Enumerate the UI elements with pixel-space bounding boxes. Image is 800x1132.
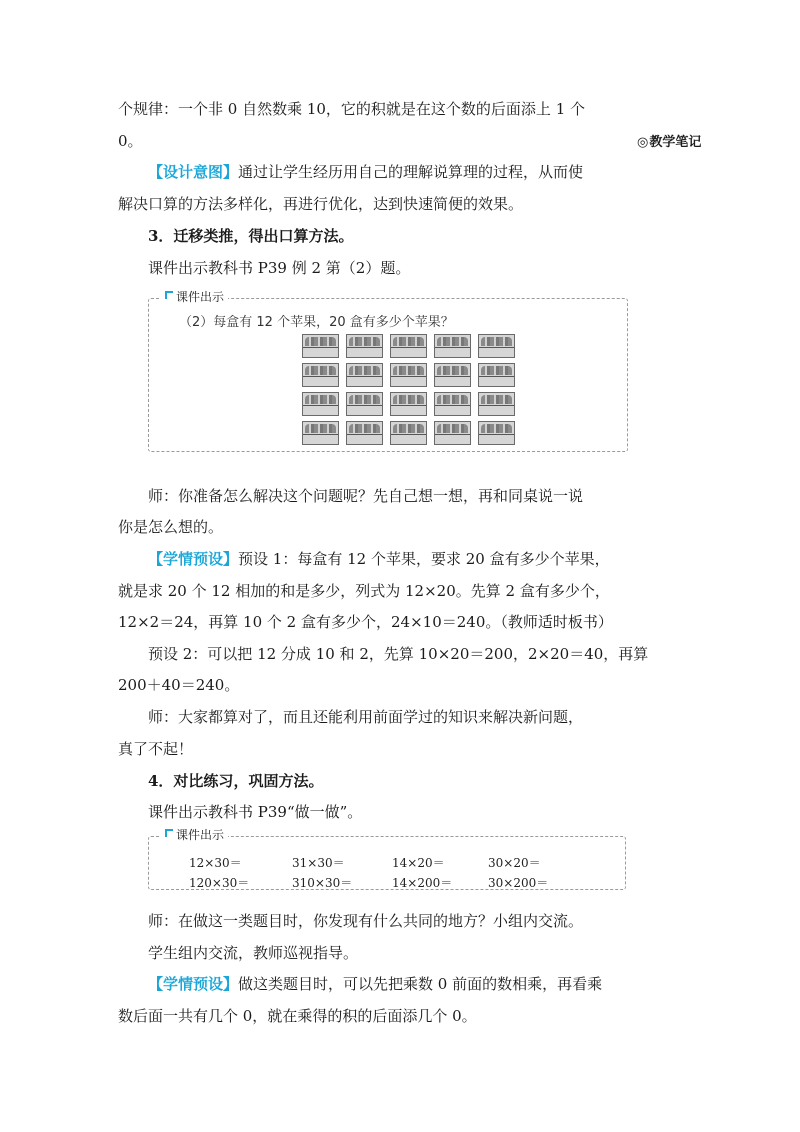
courseware-label: 课件出示 bbox=[161, 289, 228, 305]
apple-crate-icon bbox=[478, 421, 515, 445]
teacher-praise-line1: 师：大家都算对了，而且还能利用前面学过的知识来解决新问题， bbox=[148, 708, 584, 726]
apple-crate-icon bbox=[478, 392, 515, 416]
apple-crate-icon bbox=[390, 363, 427, 387]
teacher-question-line1: 师：你准备怎么解决这个问题呢？先自己想一想，再和同桌说一说 bbox=[148, 487, 584, 505]
section4-intro: 课件出示教科书 P39“做一做”。 bbox=[148, 803, 363, 821]
apple-crate-icon bbox=[390, 392, 427, 416]
courseware-box-practice bbox=[148, 828, 626, 890]
circle-mark-icon: ◎ bbox=[637, 135, 649, 150]
apple-problem-text: （2）每盒有 12 个苹果，20 盒有多少个苹果？ bbox=[179, 315, 454, 330]
courseware-label: 课件出示 bbox=[161, 827, 228, 843]
apple-crate-icon bbox=[434, 421, 471, 445]
section4-heading: 4．对比练习，巩固方法。 bbox=[148, 772, 324, 790]
calc-item: 310×30＝ bbox=[292, 876, 353, 890]
apple-crate-icon bbox=[346, 392, 383, 416]
student-discussion-line: 学生组内交流，教师巡视指导。 bbox=[148, 944, 359, 962]
design-intent-line1 bbox=[148, 162, 668, 182]
preset1-text: 预设 1：每盒有 12 个苹果，要求 20 盒有多少个苹果， bbox=[238, 550, 610, 568]
courseware-box-example bbox=[148, 290, 628, 452]
student-preset-tag: 【学情预设】 bbox=[148, 975, 239, 993]
apple-crate-icon bbox=[302, 363, 339, 387]
apple-crate-icon bbox=[434, 363, 471, 387]
apple-crate-icon bbox=[478, 334, 515, 358]
calc-item: 14×20＝ bbox=[392, 856, 445, 870]
apple-crate-icon bbox=[346, 363, 383, 387]
practice-calculations bbox=[189, 853, 588, 893]
teacher-observation-line: 师：在做这一类题目时，你发现有什么共同的地方？小组内交流。 bbox=[148, 912, 584, 930]
apple-crate-icon bbox=[346, 421, 383, 445]
corner-bracket-icon bbox=[165, 829, 173, 837]
teacher-question-line2: 你是怎么想的。 bbox=[118, 518, 224, 536]
section3-intro: 课件出示教科书 P39 例 2 第（2）题。 bbox=[148, 259, 411, 277]
apple-crate-icon bbox=[346, 334, 383, 358]
preset2-line1: 预设 2：可以把 12 分成 10 和 2，先算 10×20＝200，2×20＝40，再算 bbox=[148, 645, 649, 663]
calc-item: 12×30＝ bbox=[189, 856, 242, 870]
teaching-notes-label bbox=[637, 131, 701, 150]
teaching-notes-text: 教学笔记 bbox=[649, 135, 702, 150]
rule-paragraph-line2: 0。 bbox=[118, 132, 143, 150]
rule-paragraph-line1: 个规律：一个非 0 自然数乘 10，它的积就是在这个数的后面添上 1 个 bbox=[118, 100, 586, 118]
apple-crate-icon bbox=[434, 334, 471, 358]
preset3-line1 bbox=[148, 974, 668, 994]
apple-crate-icon bbox=[302, 334, 339, 358]
preset1-line2: 就是求 20 个 12 相加的和是多少，列式为 12×20。先算 2 盒有多少个， bbox=[118, 582, 610, 600]
preset2-line2: 200＋40＝240。 bbox=[118, 676, 240, 694]
calc-item: 30×200＝ bbox=[488, 876, 549, 890]
design-intent-line2: 解决口算的方法多样化，再进行优化，达到快速简便的效果。 bbox=[118, 195, 524, 213]
teacher-praise-line2: 真了不起！ bbox=[118, 740, 194, 758]
design-intent-text: 通过让学生经历用自己的理解说算理的过程，从而使 bbox=[238, 163, 584, 181]
apple-crate-icon bbox=[434, 392, 471, 416]
preset1-line1 bbox=[148, 549, 668, 569]
apple-crate-icon bbox=[390, 334, 427, 358]
preset1-line3: 12×2＝24，再算 10 个 2 盒有多少个，24×10＝240。（教师适时板书） bbox=[118, 613, 613, 631]
apple-crate-icon bbox=[302, 421, 339, 445]
calc-item: 30×20＝ bbox=[488, 856, 541, 870]
section3-heading: 3．迁移类推，得出口算方法。 bbox=[148, 227, 354, 245]
apple-crate-icon bbox=[302, 392, 339, 416]
preset3-line2: 数后面一共有几个 0，就在乘得的积的后面添几个 0。 bbox=[118, 1007, 477, 1025]
design-intent-tag: 【设计意图】 bbox=[148, 163, 239, 181]
calc-item: 14×200＝ bbox=[392, 876, 453, 890]
calc-item: 120×30＝ bbox=[189, 876, 250, 890]
apple-crates-illustration bbox=[302, 334, 515, 445]
corner-bracket-icon bbox=[165, 291, 173, 299]
preset3-text: 做这类题目时，可以先把乘数 0 前面的数相乘，再看乘 bbox=[238, 975, 603, 993]
student-preset-tag: 【学情预设】 bbox=[148, 550, 239, 568]
apple-crate-icon bbox=[478, 363, 515, 387]
calc-item: 31×30＝ bbox=[292, 856, 345, 870]
apple-crate-icon bbox=[390, 421, 427, 445]
